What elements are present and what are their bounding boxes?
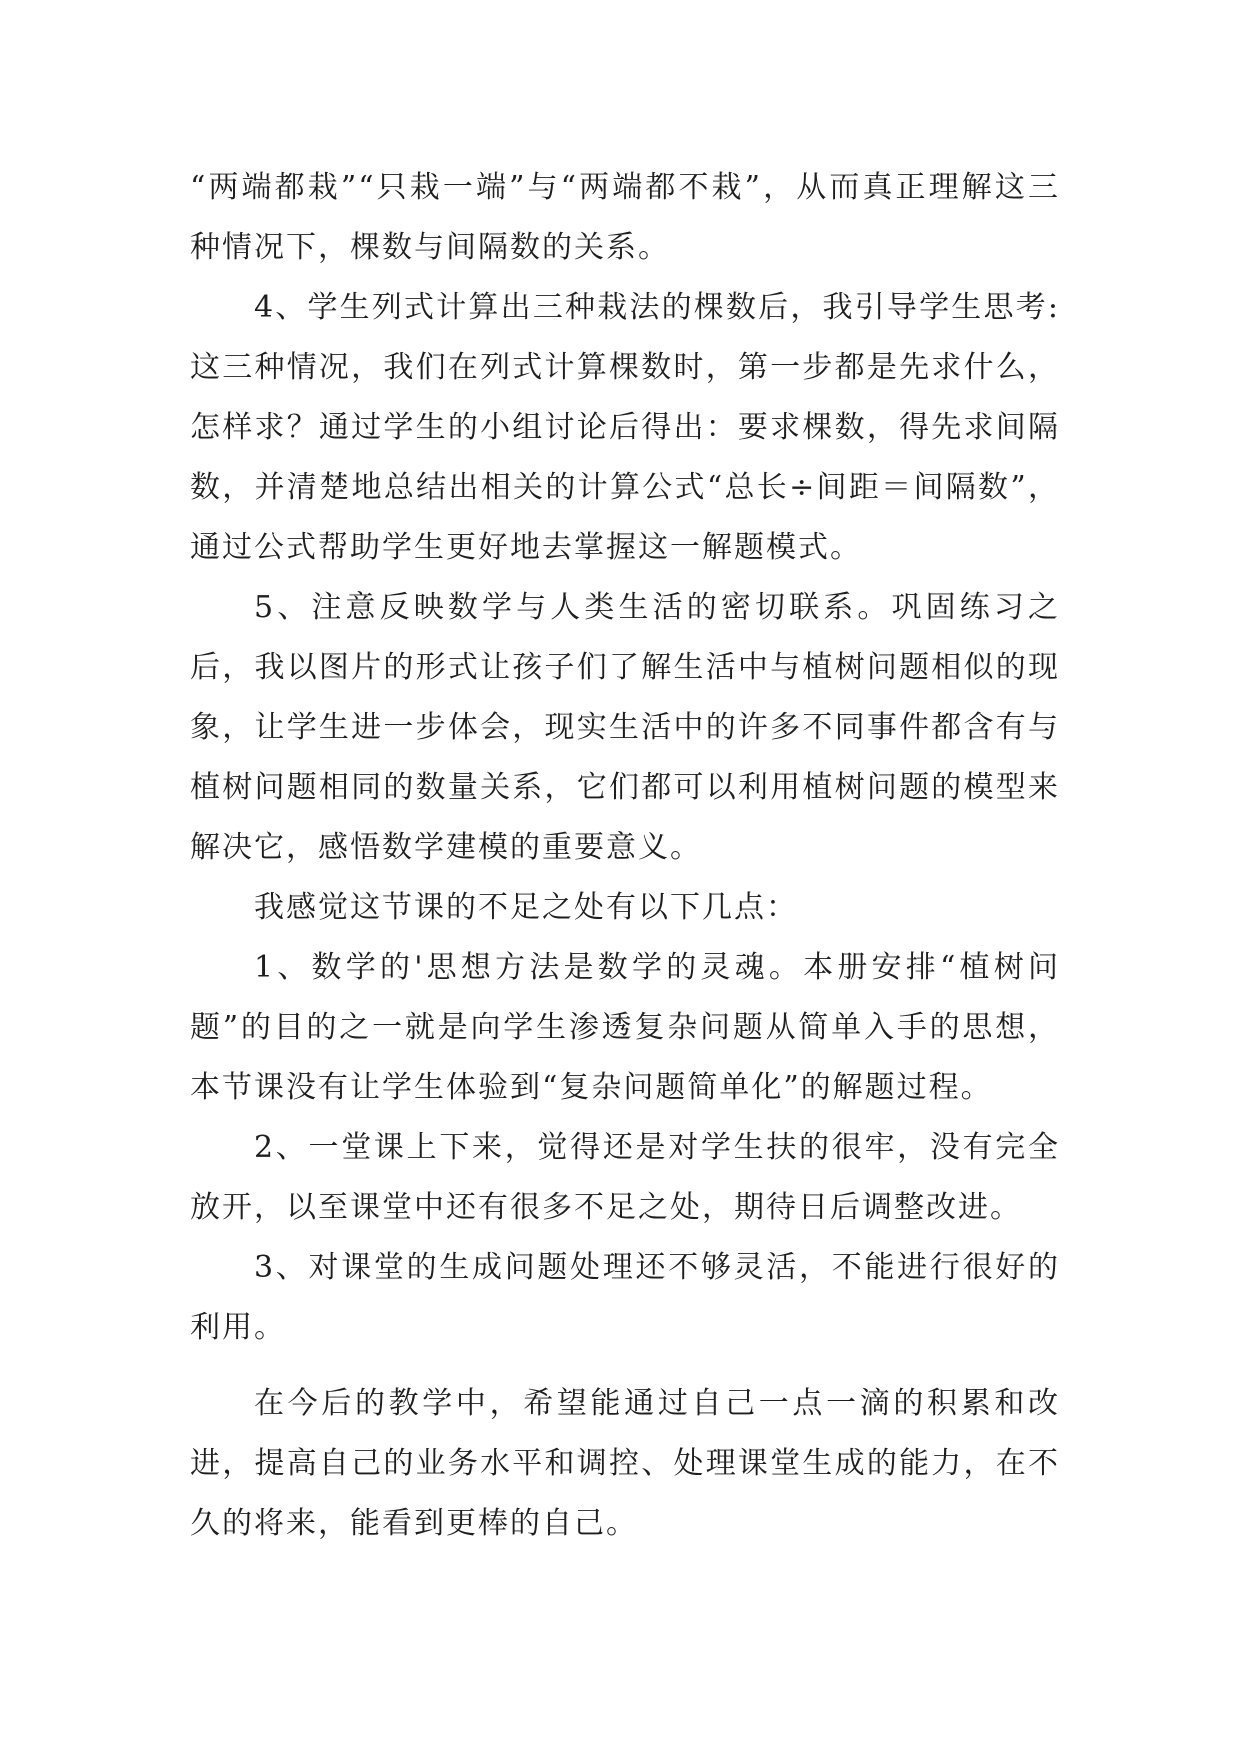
- paragraph-shortcoming-3: 3、对课堂的生成问题处理还不够灵活，不能进行很好的利用。: [190, 1250, 1060, 1345]
- paragraph-shortcomings-intro: 我感觉这节课的不足之处有以下几点：: [254, 890, 798, 925]
- paragraph-point-4: 4、学生列式计算出三种栽法的棵数后，我引导学生思考:这三种情况，我们在列式计算棵数时，第一步都是先求什么，怎样求？通过学生的小组讨论后得出：要求棵数，得先求间隔数，并清楚地总结出相关的计算公式“总长÷间距＝间隔数”，通过公式帮助学生更好地去掌握这一解题模式。: [190, 290, 1060, 565]
- paragraph-shortcoming-1: 1、数学的'思想方法是数学的灵魂。本册安排“植树问题”的目的之一就是向学生渗透复杂问题从简单入手的思想，本节课没有让学生体验到“复杂问题简单化”的解题过程。: [190, 950, 1060, 1105]
- paragraph-continuation: “两端都栽”“只栽一端”与“两端都不栽”，从而真正理解这三种情况下，棵数与间隔数的关系。: [190, 170, 1060, 265]
- paragraph-shortcoming-2: 2、一堂课上下来，觉得还是对学生扶的很牢，没有完全放开，以至课堂中还有很多不足之处，期待日后调整改进。: [190, 1130, 1060, 1225]
- paragraph-conclusion: 在今后的教学中，希望能通过自己一点一滴的积累和改进，提高自己的业务水平和调控、处理课堂生成的能力，在不久的将来，能看到更棒的自己。: [190, 1386, 1060, 1541]
- paragraph-point-5: 5、注意反映数学与人类生活的密切联系。巩固练习之后，我以图片的形式让孩子们了解生活中与植树问题相似的现象，让学生进一步体会，现实生活中的许多不同事件都含有与植树问题相同的数量关系，它们都可以利用植树问题的模型来解决它，感悟数学建模的重要意义。: [190, 590, 1060, 865]
- document-body: [190, 158, 1060, 1554]
